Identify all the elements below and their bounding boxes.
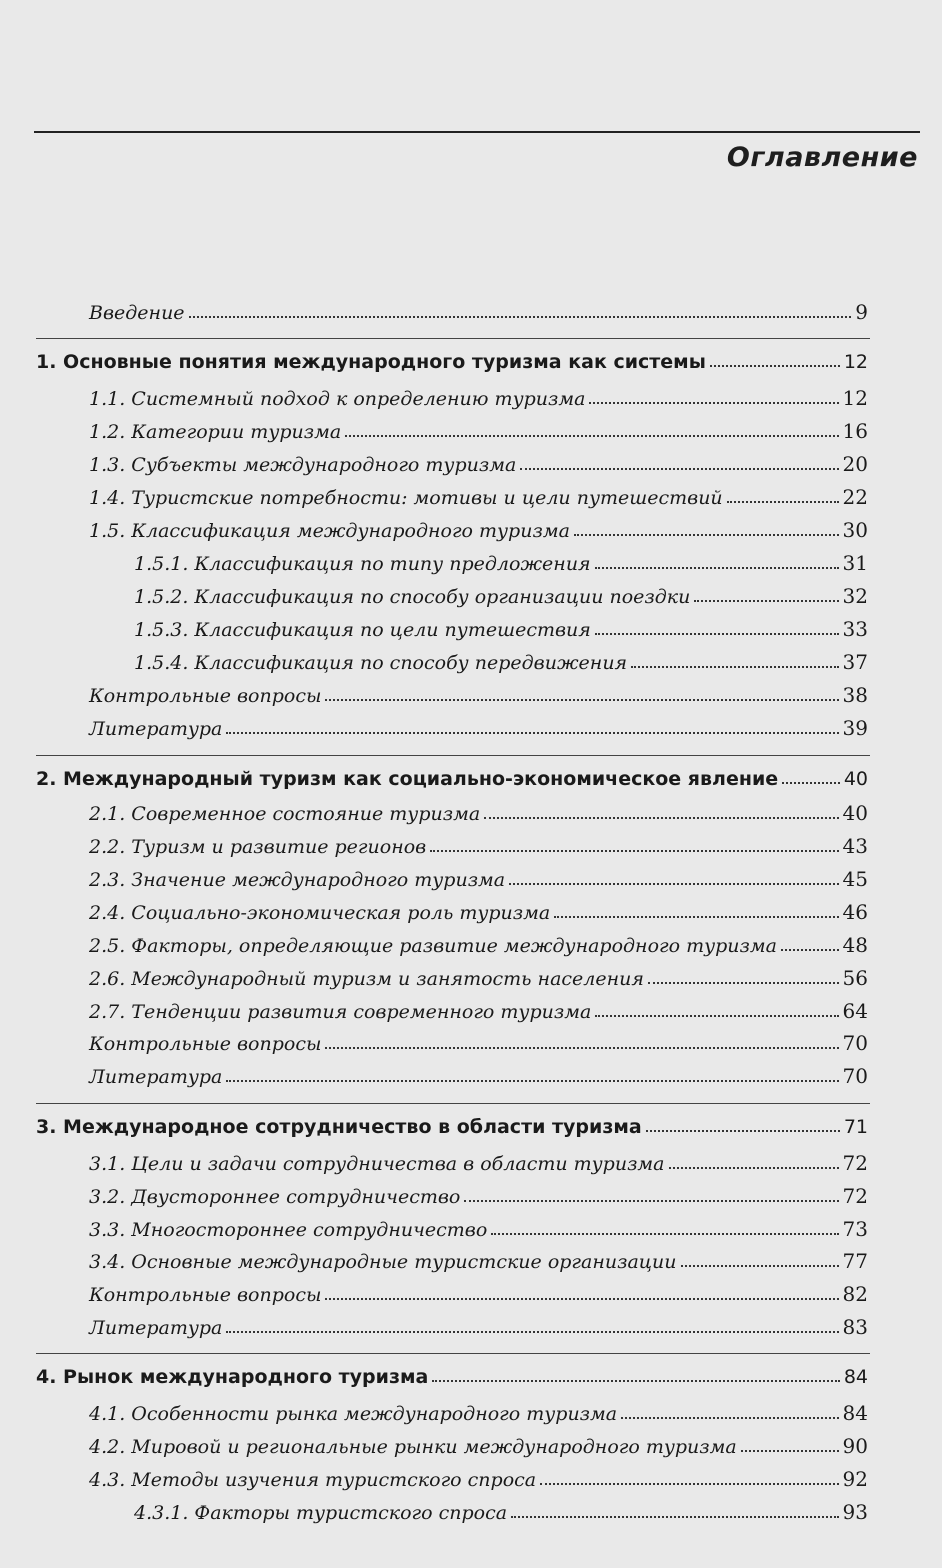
toc-page-number: 9 — [855, 300, 868, 324]
toc-entry-4-3[interactable] — [89, 1461, 868, 1491]
toc-entry-1-4[interactable] — [89, 479, 868, 509]
toc-page-number: 71 — [843, 1116, 868, 1138]
toc-page-number: 38 — [842, 683, 868, 707]
toc-entry-2-6[interactable] — [89, 960, 868, 990]
toc-page-number: 39 — [842, 716, 868, 740]
dot-leader — [430, 850, 838, 852]
toc-chapter-2[interactable] — [36, 760, 868, 790]
toc-entry-title: 4.3. Методы изучения туристского спроса — [89, 1469, 537, 1491]
toc-page-number: 16 — [842, 419, 868, 443]
toc-page-number: 70 — [842, 1064, 868, 1088]
dot-leader — [491, 1233, 838, 1235]
dot-leader — [782, 782, 840, 784]
toc-page-number: 45 — [842, 867, 868, 891]
toc-entry-title: Контрольные вопросы — [89, 1033, 322, 1055]
toc-entry-title: 2.6. Международный туризм и занятость населения — [89, 968, 644, 990]
dot-leader — [511, 1516, 838, 1518]
dot-leader — [595, 633, 839, 635]
toc-entry-1-5[interactable] — [89, 512, 868, 542]
toc-entry-questions-3[interactable] — [89, 1276, 868, 1306]
dot-leader — [595, 1015, 838, 1017]
toc-page-number: 12 — [843, 351, 868, 373]
toc-entry-title: 2.4. Социально-экономическая роль туризма — [89, 902, 551, 924]
toc-entry-3-1[interactable] — [89, 1145, 868, 1175]
toc-entry-questions-1[interactable] — [89, 677, 868, 707]
toc-page-number: 72 — [842, 1151, 868, 1175]
toc-chapter-1[interactable] — [36, 343, 868, 373]
toc-entry-3-4[interactable] — [89, 1243, 868, 1273]
toc-entry-3-2[interactable] — [89, 1178, 868, 1208]
dot-leader — [710, 365, 840, 367]
toc-entry-title: Контрольные вопросы — [89, 685, 322, 707]
toc-entry-title: 1.5. Классификация международного туризма — [89, 520, 570, 542]
toc-entry-1-1[interactable] — [89, 380, 868, 410]
toc-entry-title: 1.4. Туристские потребности: мотивы и цели путешествий — [89, 487, 723, 509]
toc-page-number: 12 — [842, 386, 868, 410]
toc-entry-literature-3[interactable] — [89, 1309, 868, 1339]
toc-page-number: 37 — [842, 650, 868, 674]
dot-leader — [325, 1298, 838, 1300]
toc-entry-title: 3.3. Многостороннее сотрудничество — [89, 1219, 488, 1241]
toc-entry-introduction[interactable] — [89, 294, 868, 324]
dot-leader — [325, 699, 838, 701]
section-separator — [36, 755, 870, 756]
toc-entry-title: 4.3.1. Факторы туристского спроса — [134, 1502, 508, 1524]
toc-chapter-4[interactable] — [36, 1358, 868, 1388]
toc-page-number: 40 — [842, 801, 868, 825]
toc-entry-title: Литература — [89, 718, 223, 740]
toc-page-number: 31 — [842, 551, 868, 575]
toc-entry-2-4[interactable] — [89, 894, 868, 924]
dot-leader — [595, 567, 839, 569]
toc-entry-title: 2.5. Факторы, определяющие развитие международного туризма — [89, 935, 777, 957]
dot-leader — [646, 1130, 840, 1132]
toc-page-number: 22 — [842, 485, 868, 509]
toc-entry-4-2[interactable] — [89, 1428, 868, 1458]
dot-leader — [464, 1200, 838, 1202]
dot-leader — [727, 501, 839, 503]
dot-leader — [554, 916, 838, 918]
dot-leader — [669, 1167, 839, 1169]
dot-leader — [741, 1450, 839, 1452]
toc-entry-title: 1.1. Системный подход к определению туризма — [89, 388, 586, 410]
dot-leader — [345, 435, 838, 437]
toc-entry-1-2[interactable] — [89, 413, 868, 443]
toc-entry-1-5-4[interactable] — [134, 644, 868, 674]
toc-page-number: 73 — [842, 1217, 868, 1241]
toc-entry-title: Литература — [89, 1066, 223, 1088]
toc-entry-questions-2[interactable] — [89, 1025, 868, 1055]
dot-leader — [621, 1417, 838, 1419]
toc-page-number: 32 — [842, 584, 868, 608]
toc-chapter-3[interactable] — [36, 1108, 868, 1138]
toc-entry-2-1[interactable] — [89, 795, 868, 825]
toc-entry-literature-1[interactable] — [89, 710, 868, 740]
toc-page-number: 33 — [842, 617, 868, 641]
dot-leader — [694, 600, 838, 602]
dot-leader — [540, 1483, 838, 1485]
toc-page-number: 84 — [842, 1401, 868, 1425]
toc-entry-title: 2.2. Туризм и развитие регионов — [89, 836, 427, 858]
toc-page-number: 90 — [842, 1434, 868, 1458]
dot-leader — [226, 1080, 838, 1082]
toc-page-number: 48 — [842, 933, 868, 957]
dot-leader — [631, 666, 838, 668]
toc-entry-4-1[interactable] — [89, 1395, 868, 1425]
toc-entry-2-7[interactable] — [89, 993, 868, 1023]
toc-entry-title: 1. Основные понятия международного туризма как системы — [36, 351, 706, 373]
dot-leader — [781, 949, 839, 951]
toc-page-number: 20 — [842, 452, 868, 476]
dot-leader — [325, 1047, 838, 1049]
dot-leader — [484, 817, 838, 819]
toc-entry-title: 3. Международное сотрудничество в области туризма — [36, 1116, 642, 1138]
dot-leader — [226, 1331, 838, 1333]
toc-page-number: 92 — [842, 1467, 868, 1491]
toc-page-number: 70 — [842, 1031, 868, 1055]
toc-entry-title: Введение — [89, 302, 185, 324]
dot-leader — [226, 732, 838, 734]
toc-entry-1-5-3[interactable] — [134, 611, 868, 641]
dot-leader — [589, 402, 838, 404]
toc-page-number: 93 — [842, 1500, 868, 1524]
toc-entry-2-3[interactable] — [89, 861, 868, 891]
toc-entry-title: Литература — [89, 1317, 223, 1339]
toc-entry-title: 2.3. Значение международного туризма — [89, 869, 506, 891]
toc-page-number: 43 — [842, 834, 868, 858]
toc-entry-1-3[interactable] — [89, 446, 868, 476]
toc-page-number: 77 — [842, 1249, 868, 1273]
toc-entry-title: 2.1. Современное состояние туризма — [89, 803, 481, 825]
toc-entry-title: 3.2. Двустороннее сотрудничество — [89, 1186, 461, 1208]
dot-leader — [648, 982, 839, 984]
toc-entry-title: 1.5.3. Классификация по цели путешествия — [134, 619, 591, 641]
toc-entry-2-5[interactable] — [89, 927, 868, 957]
dot-leader — [509, 883, 838, 885]
toc-entry-title: 1.2. Категории туризма — [89, 421, 342, 443]
toc-entry-title: 1.5.4. Классификация по способу передвижения — [134, 652, 628, 674]
toc-entry-title: 3.4. Основные международные туристские организации — [89, 1251, 677, 1273]
dot-leader — [681, 1265, 839, 1267]
toc-entry-title: 1.5.2. Классификация по способу организации поездки — [134, 586, 691, 608]
page-title: Оглавление — [726, 142, 918, 173]
dot-leader — [574, 534, 839, 536]
dot-leader — [189, 316, 852, 318]
toc-entry-1-5-1[interactable] — [134, 545, 868, 575]
section-separator — [36, 1353, 870, 1354]
dot-leader — [432, 1380, 839, 1382]
toc-page-number: 40 — [843, 768, 868, 790]
toc-page-number: 84 — [843, 1366, 868, 1388]
toc-entry-title: 4.2. Мировой и региональные рынки международного туризма — [89, 1436, 737, 1458]
toc-page-number: 64 — [842, 999, 868, 1023]
header-rule — [34, 131, 920, 133]
toc-entry-title: 1.5.1. Классификация по типу предложения — [134, 553, 591, 575]
dot-leader — [520, 468, 838, 470]
toc-entry-title: 4. Рынок международного туризма — [36, 1366, 429, 1388]
toc-entry-title: 1.3. Субъекты международного туризма — [89, 454, 517, 476]
toc-entry-title: 4.1. Особенности рынка международного туризма — [89, 1403, 618, 1425]
toc-page-number: 72 — [842, 1184, 868, 1208]
toc-entry-2-2[interactable] — [89, 828, 868, 858]
section-separator — [36, 338, 870, 339]
toc-entry-title: Контрольные вопросы — [89, 1284, 322, 1306]
toc-entry-4-3-1[interactable] — [134, 1494, 868, 1524]
toc-page-number: 83 — [842, 1315, 868, 1339]
toc-entry-1-5-2[interactable] — [134, 578, 868, 608]
toc-page-number: 30 — [842, 518, 868, 542]
toc-page-number: 46 — [842, 900, 868, 924]
toc-entry-title: 2. Международный туризм как социально-экономическое явление — [36, 768, 779, 790]
toc-entry-3-3[interactable] — [89, 1211, 868, 1241]
section-separator — [36, 1103, 870, 1104]
toc-entry-title: 3.1. Цели и задачи сотрудничества в области туризма — [89, 1153, 665, 1175]
toc-entry-title: 2.7. Тенденции развития современного туризма — [89, 1001, 592, 1023]
toc-page-number: 56 — [842, 966, 868, 990]
toc-page-number: 82 — [842, 1282, 868, 1306]
toc-entry-literature-2[interactable] — [89, 1058, 868, 1088]
